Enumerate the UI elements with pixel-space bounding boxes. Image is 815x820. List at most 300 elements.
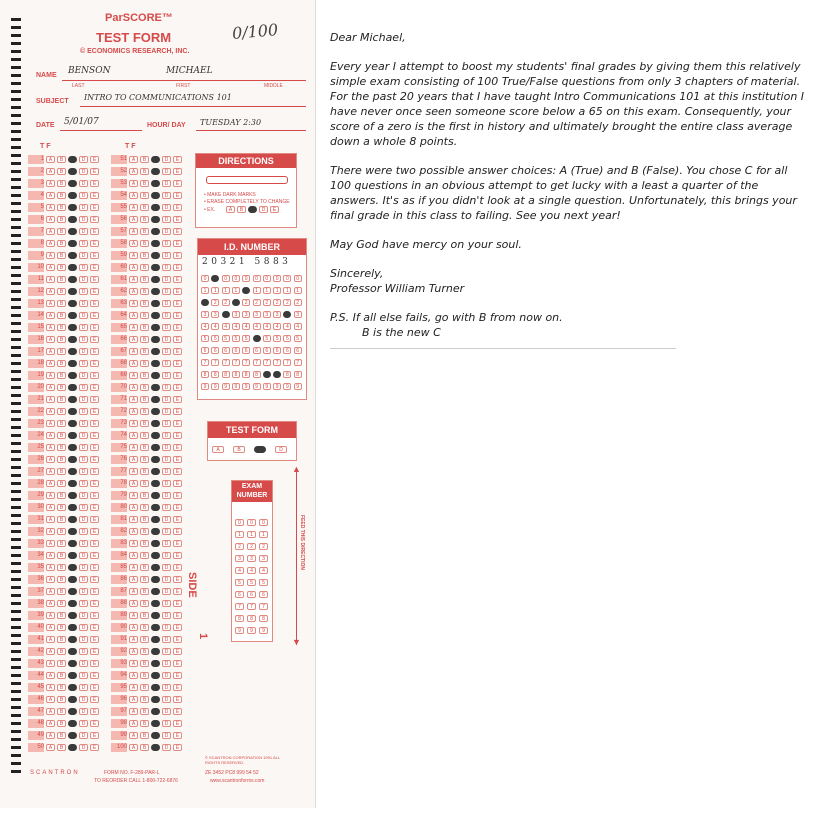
answer-row: [28, 743, 100, 752]
answer-bubble: E: [90, 276, 99, 283]
answer-bubble: A: [129, 396, 138, 403]
answer-row: [28, 287, 100, 296]
pencil-icon: [206, 176, 288, 184]
feed-direction-label: FEED THIS DIRECTION: [299, 515, 305, 571]
answer-bubble: B: [57, 492, 66, 499]
answer-bubble: C: [68, 744, 77, 751]
answer-bubble: D: [79, 324, 88, 331]
answer-bubble: A: [46, 696, 55, 703]
letter-closing: Sincerely,: [330, 267, 384, 280]
timing-mark: [11, 306, 21, 309]
id-bubble: 3: [201, 311, 209, 318]
answer-bubble: B: [57, 228, 66, 235]
question-number: 15: [28, 323, 44, 332]
last-name-value: BENSON: [68, 66, 111, 76]
answer-row: [111, 575, 183, 584]
answer-bubble: D: [162, 552, 171, 559]
timing-mark: [11, 322, 21, 325]
id-bubble: 5: [211, 335, 219, 342]
answer-bubble: B: [140, 528, 149, 535]
exam-bubble: 5: [247, 579, 256, 586]
answer-bubble: B: [140, 672, 149, 679]
answer-bubble: C: [68, 600, 77, 607]
timing-mark: [11, 730, 21, 733]
answer-bubble: A: [129, 660, 138, 667]
answer-bubble: D: [162, 180, 171, 187]
answer-bubble: B: [57, 660, 66, 667]
exam-bubble: 3: [247, 555, 256, 562]
answer-row: [28, 359, 100, 368]
question-number: 42: [28, 647, 44, 656]
answer-row: [111, 491, 183, 500]
answer-row: [111, 635, 183, 644]
timing-mark: [11, 386, 21, 389]
question-number: 93: [111, 659, 127, 668]
id-bubble: 1: [294, 287, 302, 294]
answer-bubble: B: [140, 324, 149, 331]
answer-bubble: E: [173, 324, 182, 331]
id-bubble: 0: [222, 275, 230, 282]
answer-row: [111, 239, 183, 248]
timing-mark: [11, 650, 21, 653]
timing-mark: [11, 546, 21, 549]
answer-row: [111, 719, 183, 728]
answer-bubble: E: [90, 336, 99, 343]
answer-bubble: E: [173, 732, 182, 739]
answer-bubble: C: [68, 492, 77, 499]
answer-bubble: D: [162, 528, 171, 535]
answer-bubble: C: [151, 288, 160, 295]
answer-bubble: D: [162, 660, 171, 667]
answer-row: [28, 371, 100, 380]
answer-bubble: D: [162, 192, 171, 199]
answer-bubble: D: [79, 648, 88, 655]
timing-mark: [11, 178, 21, 181]
answer-bubble: D: [162, 492, 171, 499]
id-bubble: 6: [253, 347, 261, 354]
id-bubble: 3: [232, 311, 240, 318]
answer-bubble: E: [90, 216, 99, 223]
answer-bubble: B: [57, 264, 66, 271]
id-bubble: 7: [222, 359, 230, 366]
answer-bubble: A: [129, 180, 138, 187]
answer-row: [111, 743, 183, 752]
question-number: 94: [111, 671, 127, 680]
answer-bubble: B: [57, 624, 66, 631]
exam-bubble: 9: [235, 627, 244, 634]
answer-bubble: D: [162, 168, 171, 175]
answer-bubble: E: [173, 456, 182, 463]
answer-bubble: B: [140, 492, 149, 499]
answer-row: [111, 683, 183, 692]
answer-bubble: A: [129, 504, 138, 511]
answer-bubble: D: [162, 420, 171, 427]
question-number: 3: [28, 179, 44, 188]
answer-row: [28, 347, 100, 356]
answer-bubble: A: [129, 612, 138, 619]
question-number: 6: [28, 215, 44, 224]
answer-bubble: D: [162, 384, 171, 391]
timing-mark: [11, 226, 21, 229]
answer-bubble: C: [151, 348, 160, 355]
letter-paragraph-3: May God have mercy on your soul.: [330, 238, 522, 251]
answer-bubble: A: [46, 192, 55, 199]
answer-bubble: D: [79, 420, 88, 427]
answer-bubble: C: [151, 264, 160, 271]
answer-bubble: C: [151, 384, 160, 391]
answer-bubble: B: [140, 432, 149, 439]
id-bubble: 4: [253, 323, 261, 330]
answer-bubble: B: [140, 696, 149, 703]
question-number: 23: [28, 419, 44, 428]
answer-bubble: E: [173, 240, 182, 247]
answer-bubble: B: [140, 300, 149, 307]
answer-bubble: B: [140, 468, 149, 475]
exam-bubble: 9: [259, 627, 268, 634]
answer-row: [111, 299, 183, 308]
answer-bubble: E: [173, 420, 182, 427]
timing-mark: [11, 626, 21, 629]
answer-bubble: D: [79, 672, 88, 679]
timing-mark: [11, 578, 21, 581]
answer-bubble: A: [129, 708, 138, 715]
answer-row: [111, 227, 183, 236]
answer-bubble: A: [129, 204, 138, 211]
question-number: 38: [28, 599, 44, 608]
id-bubble: 8: [263, 371, 271, 378]
answer-bubble: B: [140, 180, 149, 187]
answer-bubble: B: [57, 684, 66, 691]
timing-mark: [11, 690, 21, 693]
timing-mark: [11, 554, 21, 557]
exam-bubble: 1: [247, 531, 256, 538]
answer-bubble: A: [129, 324, 138, 331]
id-bubble: 8: [201, 371, 209, 378]
answer-bubble: A: [129, 276, 138, 283]
answer-bubble: C: [151, 180, 160, 187]
answer-bubble: A: [129, 228, 138, 235]
answer-bubble: B: [57, 480, 66, 487]
timing-mark: [11, 194, 21, 197]
answer-bubble: E: [173, 564, 182, 571]
answer-bubble: D: [162, 468, 171, 475]
answer-bubble: A: [129, 600, 138, 607]
answer-bubble: A: [129, 264, 138, 271]
answer-bubble: A: [46, 156, 55, 163]
answer-row: [111, 215, 183, 224]
answer-bubble: D: [162, 324, 171, 331]
id-bubble: 4: [294, 323, 302, 330]
answer-bubble: A: [129, 516, 138, 523]
exam-number-title: EXAM NUMBER: [232, 481, 272, 502]
answer-bubble: E: [90, 720, 99, 727]
answer-bubble: B: [57, 168, 66, 175]
tf-header-left: T F: [40, 143, 51, 150]
question-number: 9: [28, 251, 44, 260]
timing-mark: [11, 258, 21, 261]
question-number: 89: [111, 611, 127, 620]
timing-mark: [11, 410, 21, 413]
answer-bubble: A: [46, 348, 55, 355]
answer-bubble: C: [68, 720, 77, 727]
answer-bubble: D: [79, 696, 88, 703]
answer-row: [28, 311, 100, 320]
answer-row: [28, 551, 100, 560]
answer-bubble: C: [68, 696, 77, 703]
answer-bubble: B: [140, 252, 149, 259]
answer-bubble: B: [140, 744, 149, 751]
answer-row: [111, 179, 183, 188]
id-bubble: 1: [222, 287, 230, 294]
answer-bubble: C: [68, 732, 77, 739]
answer-bubble: B: [57, 636, 66, 643]
answer-row: [111, 731, 183, 740]
id-bubble: 5: [294, 335, 302, 342]
answer-bubble: E: [173, 504, 182, 511]
id-bubble: 9: [263, 383, 271, 390]
answer-bubble: B: [140, 156, 149, 163]
answer-bubble: E: [173, 444, 182, 451]
timing-mark: [11, 562, 21, 565]
answer-bubble: B: [57, 420, 66, 427]
question-number: 16: [28, 335, 44, 344]
answer-bubble: C: [68, 708, 77, 715]
answer-bubble: C: [151, 660, 160, 667]
question-number: 17: [28, 347, 44, 356]
answer-bubble: A: [129, 288, 138, 295]
answer-bubble: A: [129, 252, 138, 259]
answer-bubble: C: [151, 444, 160, 451]
answer-row: [111, 671, 183, 680]
id-bubble: 1: [273, 287, 281, 294]
timing-mark: [11, 746, 21, 749]
question-number: 58: [111, 239, 127, 248]
answer-row: [28, 587, 100, 596]
timing-mark: [11, 762, 21, 765]
answer-bubble: A: [129, 468, 138, 475]
answer-row: [28, 731, 100, 740]
answer-bubble: D: [162, 300, 171, 307]
answer-bubble: B: [140, 276, 149, 283]
answer-bubble: B: [57, 216, 66, 223]
question-number: 57: [111, 227, 127, 236]
answer-bubble: E: [173, 264, 182, 271]
answer-bubble: E: [173, 192, 182, 199]
hourday-value: TUESDAY 2:30: [200, 118, 262, 127]
timing-mark: [11, 514, 21, 517]
timing-mark: [11, 434, 21, 437]
question-number: 84: [111, 551, 127, 560]
answer-bubble: E: [90, 240, 99, 247]
question-number: 83: [111, 539, 127, 548]
first-label: FIRST: [176, 83, 191, 89]
exam-bubble: 4: [235, 567, 244, 574]
timing-mark: [11, 738, 21, 741]
answer-bubble: B: [140, 588, 149, 595]
question-number: 44: [28, 671, 44, 680]
timing-mark: [11, 282, 21, 285]
answer-bubble: A: [129, 636, 138, 643]
answer-bubble: C: [151, 744, 160, 751]
answer-bubble: D: [162, 396, 171, 403]
timing-mark: [11, 98, 21, 101]
question-number: 98: [111, 719, 127, 728]
question-number: 100: [111, 743, 127, 752]
first-name-value: MICHAEL: [166, 66, 213, 76]
timing-mark: [11, 362, 21, 365]
id-bubble: 5: [273, 335, 281, 342]
answer-row: [111, 251, 183, 260]
answer-bubble: E: [90, 624, 99, 631]
letter-paragraph-2: There were two possible answer choices: A (True) and B (False). You chose C for all 100 questions in an obvious attempt to get lucky with a least a quarter of the answers. It's as if you didn't look at a single question. Unfortunately, this brings your final grade in this class to failing. See you next year!: [330, 164, 797, 222]
answer-bubble: A: [129, 432, 138, 439]
answer-bubble: E: [90, 744, 99, 751]
answer-bubble: A: [46, 396, 55, 403]
answer-bubble: B: [57, 300, 66, 307]
answer-bubble: C: [68, 180, 77, 187]
answer-bubble: D: [79, 180, 88, 187]
question-number: 64: [111, 311, 127, 320]
answer-bubble: E: [173, 516, 182, 523]
answer-bubble: C: [151, 300, 160, 307]
question-number: 1: [28, 155, 44, 164]
answer-bubble: A: [46, 204, 55, 211]
id-bubble: 3: [222, 311, 230, 318]
answer-bubble: A: [46, 264, 55, 271]
subject-value: INTRO TO COMMUNICATIONS 101: [84, 93, 232, 102]
answer-bubble: A: [46, 312, 55, 319]
answer-row: [28, 323, 100, 332]
answer-bubble: B: [57, 516, 66, 523]
answer-bubble: A: [46, 588, 55, 595]
answer-bubble: E: [90, 180, 99, 187]
id-bubble: 0: [263, 275, 271, 282]
id-bubble: 9: [283, 383, 291, 390]
form-brand: ParSCORE™: [105, 12, 173, 24]
id-bubble: 0: [242, 275, 250, 282]
answer-bubble: D: [79, 336, 88, 343]
question-number: 60: [111, 263, 127, 272]
id-bubble: 8: [232, 371, 240, 378]
answer-bubble: C: [68, 588, 77, 595]
answer-bubble: B: [57, 444, 66, 451]
subject-line: [80, 106, 306, 107]
answer-bubble: D: [79, 456, 88, 463]
answer-bubble: A: [129, 552, 138, 559]
date-value: 5/01/07: [64, 117, 99, 127]
answer-bubble: C: [68, 312, 77, 319]
answer-bubble: A: [46, 300, 55, 307]
answer-bubble: D: [79, 468, 88, 475]
id-bubble: 4: [263, 323, 271, 330]
id-bubble: 3: [242, 311, 250, 318]
answer-bubble: B: [57, 336, 66, 343]
letter-ps-2: B is the new C: [362, 326, 441, 339]
answer-bubble: A: [46, 372, 55, 379]
answer-bubble: B: [57, 156, 66, 163]
answer-bubble: C: [68, 516, 77, 523]
answer-bubble: C: [68, 228, 77, 235]
id-bubble: 4: [273, 323, 281, 330]
answer-bubble: B: [140, 444, 149, 451]
answer-bubble: E: [173, 288, 182, 295]
id-bubble: 0: [294, 275, 302, 282]
answer-bubble: E: [90, 732, 99, 739]
answer-bubble: B: [57, 552, 66, 559]
question-number: 46: [28, 695, 44, 704]
answer-bubble: A: [46, 600, 55, 607]
answer-bubble: C: [68, 372, 77, 379]
timing-mark: [11, 610, 21, 613]
question-number: 66: [111, 335, 127, 344]
answer-bubble: E: [173, 636, 182, 643]
answer-bubble: B: [57, 192, 66, 199]
timing-mark: [11, 570, 21, 573]
answer-bubble: C: [151, 708, 160, 715]
answer-bubble: B: [57, 732, 66, 739]
answer-bubble: E: [90, 504, 99, 511]
timing-mark: [11, 250, 21, 253]
exam-bubble: 1: [259, 531, 268, 538]
answer-bubble: D: [162, 684, 171, 691]
timing-mark: [11, 266, 21, 269]
answer-row: [28, 563, 100, 572]
hourday-line: [196, 130, 306, 131]
answer-bubble: D: [162, 348, 171, 355]
answer-bubble: D: [79, 492, 88, 499]
exam-bubble: 7: [259, 603, 268, 610]
answer-bubble: A: [129, 672, 138, 679]
answer-bubble: A: [129, 360, 138, 367]
id-bubble: 8: [283, 371, 291, 378]
answer-row: [111, 479, 183, 488]
answer-row: [111, 203, 183, 212]
id-bubble: 0: [201, 275, 209, 282]
id-bubble: 3: [253, 311, 261, 318]
answer-row: [111, 503, 183, 512]
answer-row: [28, 659, 100, 668]
answer-bubble: D: [79, 684, 88, 691]
answer-bubble: B: [57, 324, 66, 331]
timing-mark: [11, 706, 21, 709]
id-number-box: [197, 238, 307, 400]
answer-bubble: C: [68, 528, 77, 535]
timing-mark: [11, 130, 21, 133]
answer-bubble: E: [173, 684, 182, 691]
answer-bubble: A: [46, 540, 55, 547]
answer-bubble: A: [129, 216, 138, 223]
answer-bubble: B: [57, 288, 66, 295]
answer-bubble: E: [173, 552, 182, 559]
answer-bubble: D: [79, 252, 88, 259]
feed-arrow-down-icon: ▼: [292, 637, 301, 647]
answer-bubble: D: [162, 636, 171, 643]
id-bubble: 9: [222, 383, 230, 390]
hourday-label: HOUR/ DAY: [147, 122, 186, 129]
question-number: 61: [111, 275, 127, 284]
answer-bubble: B: [140, 396, 149, 403]
answer-bubble: B: [57, 744, 66, 751]
timing-mark: [11, 714, 21, 717]
id-bubble: 9: [242, 383, 250, 390]
exam-bubble: 0: [235, 519, 244, 526]
test-form-box: [207, 421, 297, 461]
question-number: 40: [28, 623, 44, 632]
answer-bubble: D: [162, 696, 171, 703]
id-bubble: 5: [253, 335, 261, 342]
answer-bubble: B: [57, 696, 66, 703]
answer-bubble: E: [90, 588, 99, 595]
